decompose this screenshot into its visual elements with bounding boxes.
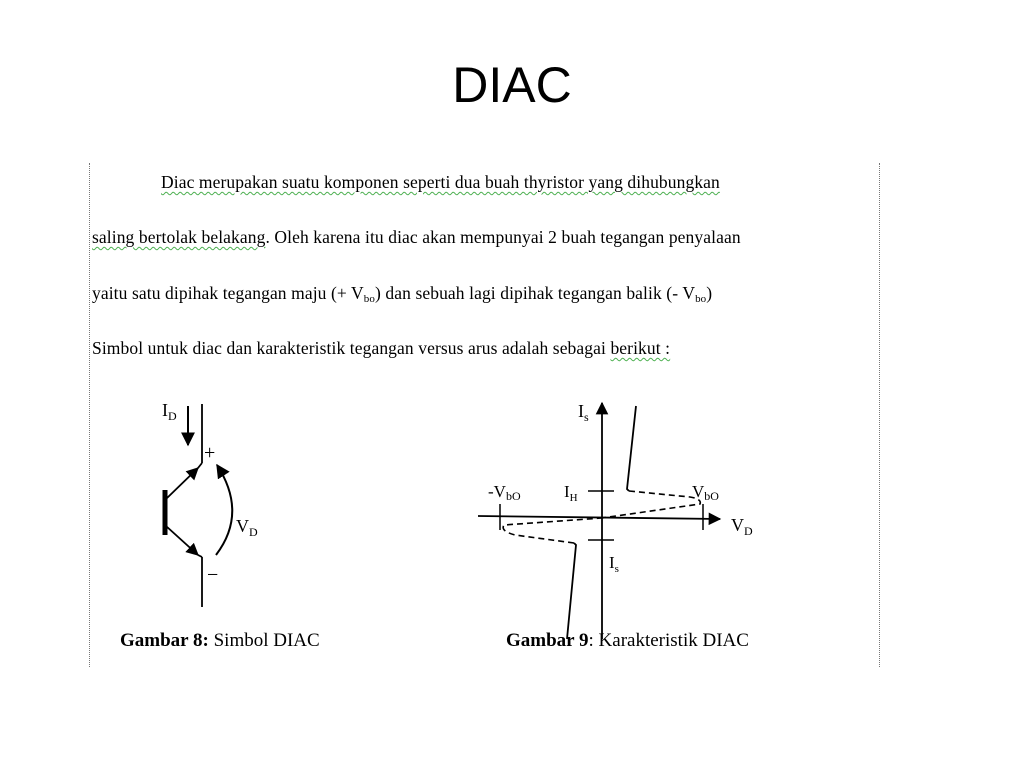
positive-branch-solid: [627, 406, 636, 491]
voltage-arrow: [216, 465, 232, 555]
is-label: $I_s$: [609, 553, 619, 575]
paragraph-line-2-underlined: saling bertolak belakang: [92, 227, 266, 247]
negative-branch-dashed: [503, 518, 602, 543]
paragraph-line-4-text: Simbol untuk diac dan karakteristik tegangan versus arus adalah sebagai: [92, 338, 611, 358]
paragraph-line-4-underlined: berikut :: [610, 338, 671, 358]
paragraph-line-1-text: Diac merupakan suatu komponen seperti dua buah thyristor yang dihubungkan: [161, 172, 720, 192]
diac-characteristic-graph: [478, 401, 753, 639]
y-axis-label: $I_s$: [578, 401, 589, 424]
paragraph-line-3-part-a: yaitu satu dipihak tegangan maju (+ V: [92, 283, 364, 303]
vd-label: $V_D$: [236, 516, 258, 539]
positive-branch-dashed: [602, 491, 700, 518]
id-label: $I_D$: [162, 400, 177, 423]
document-excerpt: [89, 163, 880, 667]
neg-vbo-label: -VbO: [488, 482, 521, 503]
minus-sign: −: [207, 564, 219, 586]
figure-9-caption-text: : Karakteristik DIAC: [588, 630, 749, 651]
figure-9-caption-label: Gambar 9: [506, 630, 589, 651]
upper-arrow: [166, 468, 198, 499]
vbo-subscript: bo: [695, 293, 707, 305]
slide-title: DIAC: [452, 57, 572, 113]
figures-canvas: [90, 163, 879, 667]
plus-sign: +: [204, 442, 216, 464]
paragraph-line-3-part-c: ): [706, 283, 713, 303]
figure-9-caption: [506, 630, 749, 652]
negative-branch-solid: [567, 543, 576, 639]
lower-arrow: [166, 526, 198, 555]
figure-8-caption-text: Simbol DIAC: [208, 630, 320, 651]
pos-vbo-label: VbO: [692, 482, 719, 503]
diac-symbol: [162, 400, 258, 607]
figure-8-caption-label: Gambar 8:: [120, 630, 209, 651]
paragraph-line-2-rest: . Oleh karena itu diac akan mempunyai 2 buah tegangan penyalaan: [265, 227, 741, 247]
ih-label: $I_H$: [564, 482, 578, 504]
x-axis-label: $V_D$: [731, 515, 753, 538]
paragraph-line-3-part-b: ) dan sebuah lagi dipihak tegangan balik (- V: [375, 283, 696, 303]
figure-8-caption: [120, 630, 320, 652]
vbo-subscript: bo: [363, 293, 375, 305]
